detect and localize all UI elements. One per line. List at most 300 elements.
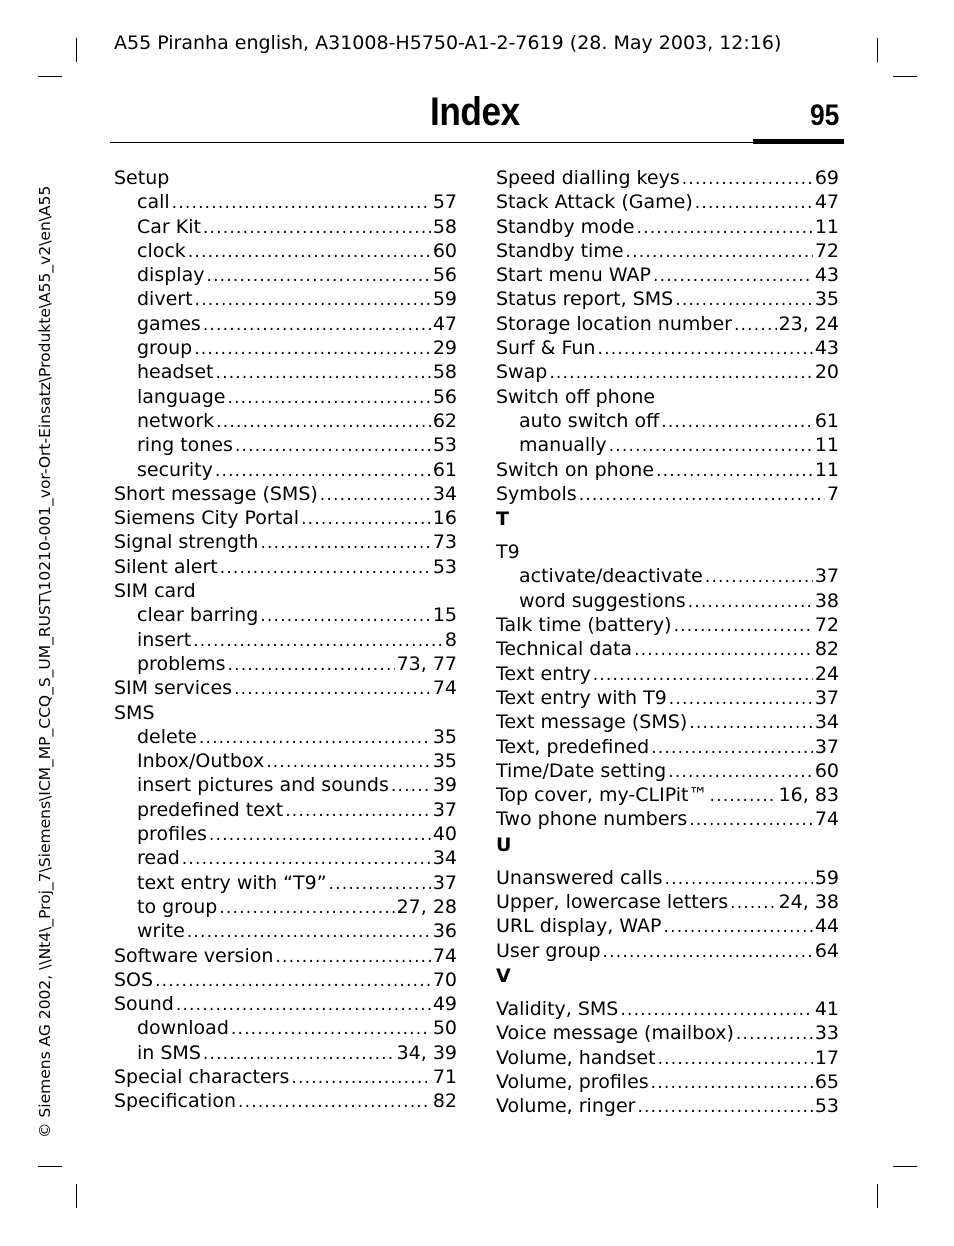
dot-leader <box>227 386 430 409</box>
entry-page-ref: 56 <box>432 264 457 287</box>
entry-label: Storage location number <box>496 312 732 335</box>
index-entry <box>496 336 839 360</box>
entry-page-ref: 74 <box>432 677 457 700</box>
index-entry <box>496 458 839 482</box>
dot-leader <box>636 216 812 239</box>
entry-page-ref: 53 <box>432 434 457 457</box>
index-entry <box>114 992 457 1016</box>
entry-label: Symbols <box>496 482 577 505</box>
entry-page-ref: 50 <box>432 1017 457 1040</box>
index-subentry <box>114 1041 457 1065</box>
entry-label: security <box>137 458 213 481</box>
entry-page-ref: 44 <box>814 915 839 938</box>
dot-leader <box>176 993 431 1016</box>
dot-leader <box>194 337 431 360</box>
entry-label: Sound <box>114 993 174 1016</box>
index-entry <box>496 686 839 710</box>
dot-leader <box>275 945 430 968</box>
entry-label: Specification <box>114 1090 236 1113</box>
entry-label: SOS <box>114 968 154 991</box>
index-entry <box>496 1094 839 1118</box>
entry-page-ref: 56 <box>432 385 457 408</box>
entry-label: headset <box>137 361 214 384</box>
dot-leader <box>203 216 431 239</box>
dot-leader <box>682 167 813 190</box>
entry-page-ref: 34, 39 <box>396 1041 457 1064</box>
entry-label: insert <box>137 628 192 651</box>
entry-page-ref: 60 <box>814 759 839 782</box>
entry-label: Text entry with T9 <box>496 686 667 709</box>
dot-leader <box>329 872 431 895</box>
entry-label: Time/Date setting <box>496 759 667 782</box>
entry-label: Volume, ringer <box>496 1095 636 1118</box>
entry-page-ref: 16, 83 <box>778 784 839 807</box>
dot-leader <box>695 191 813 214</box>
index-group-heading: T9 <box>496 541 520 564</box>
entry-page-ref: 34 <box>814 711 839 734</box>
dot-leader <box>195 288 431 311</box>
dot-leader <box>656 459 813 482</box>
dot-leader <box>155 969 431 992</box>
entry-label: Signal strength <box>114 531 259 554</box>
dot-leader <box>266 750 431 773</box>
dot-leader <box>651 1071 813 1094</box>
dot-leader <box>736 1022 813 1045</box>
entry-label: predefined text <box>137 798 284 821</box>
entry-label: Top cover, my-CLIPit™ <box>496 784 708 807</box>
entry-label: ring tones <box>137 434 233 457</box>
page-title: Index <box>430 90 520 134</box>
dot-leader <box>593 663 813 686</box>
dot-leader <box>689 808 813 831</box>
entry-page-ref: 74 <box>814 808 839 831</box>
dot-leader <box>674 614 813 637</box>
entry-page-ref: 41 <box>814 997 839 1020</box>
index-subentry <box>114 336 457 360</box>
entry-label: text entry with “T9” <box>137 871 327 894</box>
dot-leader <box>182 847 431 870</box>
dot-leader <box>391 774 431 797</box>
dot-leader <box>260 604 431 627</box>
index-entry <box>114 676 457 700</box>
entry-label: Volume, handset <box>496 1046 656 1069</box>
index-entry <box>496 735 839 759</box>
entry-page-ref: 61 <box>432 458 457 481</box>
index-group-heading: SIM card <box>114 580 196 603</box>
entry-label: Unanswered calls <box>496 866 663 889</box>
index-entry <box>114 1089 457 1113</box>
entry-label: download <box>137 1017 229 1040</box>
entry-label: Stack Attack (Game) <box>496 191 693 214</box>
index-subentry <box>114 652 457 676</box>
entry-label: Text, predefined <box>496 735 650 758</box>
index-entry <box>496 759 839 783</box>
entry-page-ref: 62 <box>432 409 457 432</box>
entry-page-ref: 47 <box>814 191 839 214</box>
entry-page-ref: 37 <box>814 735 839 758</box>
index-subentry <box>496 433 839 457</box>
crop-mark <box>893 76 917 77</box>
entry-page-ref: 64 <box>814 939 839 962</box>
entry-label: delete <box>137 725 197 748</box>
entry-label: Volume, profiles <box>496 1070 649 1093</box>
index-entry <box>496 360 839 384</box>
entry-label: read <box>137 847 180 870</box>
index-entry <box>496 1021 839 1045</box>
entry-page-ref: 40 <box>432 823 457 846</box>
dot-leader <box>651 736 813 759</box>
entry-page-ref: 69 <box>814 167 839 189</box>
entry-page-ref: 34 <box>432 847 457 870</box>
entry-page-ref: 73 <box>432 531 457 554</box>
entry-page-ref: 43 <box>814 264 839 287</box>
index-entry <box>496 890 839 914</box>
index-entry <box>496 807 839 831</box>
dot-leader <box>203 1042 395 1065</box>
entry-page-ref: 17 <box>814 1046 839 1069</box>
entry-page-ref: 73, 77 <box>396 652 457 675</box>
crop-mark <box>877 1184 878 1208</box>
index-entry <box>114 1065 457 1089</box>
index-entry <box>496 190 839 214</box>
entry-label: Short message (SMS) <box>114 482 318 505</box>
dot-leader <box>216 410 431 433</box>
entry-page-ref: 8 <box>444 628 457 651</box>
entry-page-ref: 82 <box>814 638 839 661</box>
index-entry <box>496 997 839 1021</box>
entry-label: language <box>137 385 226 408</box>
entry-label: Car Kit <box>137 215 201 238</box>
index-subentry <box>114 190 457 214</box>
dot-leader <box>637 1095 812 1118</box>
entry-label: to group <box>137 895 218 918</box>
entry-label: Inbox/Outbox <box>137 750 265 773</box>
entry-label: User group <box>496 939 601 962</box>
dot-leader <box>730 891 776 914</box>
entry-label: Swap <box>496 361 548 384</box>
index-subentry <box>114 1016 457 1040</box>
entry-page-ref: 47 <box>432 312 457 335</box>
dot-leader <box>260 531 430 554</box>
index-entry <box>496 783 839 807</box>
dot-leader <box>291 1066 430 1089</box>
dot-leader <box>665 867 813 890</box>
index-subentry <box>114 628 457 652</box>
dot-leader <box>187 920 431 943</box>
entry-label: auto switch off <box>519 409 660 432</box>
dot-leader <box>734 313 777 336</box>
entry-page-ref: 24 <box>814 662 839 685</box>
index-subentry <box>114 287 457 311</box>
entry-page-ref: 35 <box>432 725 457 748</box>
entry-page-ref: 27, 28 <box>396 895 457 918</box>
entry-label: Validity, SMS <box>496 997 619 1020</box>
entry-label: Special characters <box>114 1065 290 1088</box>
entry-label: Start menu WAP <box>496 264 651 287</box>
index-entry <box>496 866 839 890</box>
entry-page-ref: 7 <box>826 482 839 505</box>
index-entry <box>114 530 457 554</box>
entry-label: Standby time <box>496 239 624 262</box>
entry-page-ref: 33 <box>814 1022 839 1045</box>
dot-leader <box>603 940 813 963</box>
page-number: 95 <box>810 99 840 132</box>
dot-leader <box>206 264 430 287</box>
dot-leader <box>188 240 431 263</box>
entry-label: Speed dialling keys <box>496 167 680 189</box>
index-subentry <box>496 409 839 433</box>
entry-page-ref: 37 <box>432 871 457 894</box>
entry-page-ref: 72 <box>814 239 839 262</box>
entry-page-ref: 20 <box>814 361 839 384</box>
entry-label: display <box>137 264 205 287</box>
index-entry <box>496 312 839 336</box>
index-subentry <box>114 798 457 822</box>
dot-leader <box>620 998 812 1021</box>
dot-leader <box>705 565 813 588</box>
index-entry <box>496 287 839 311</box>
entry-page-ref: 37 <box>432 798 457 821</box>
entry-label: Silent alert <box>114 555 218 578</box>
entry-label: Surf & Fun <box>496 337 596 360</box>
dot-leader <box>658 1047 813 1070</box>
index-entry <box>496 637 839 661</box>
dot-leader <box>215 361 430 384</box>
dot-leader <box>203 313 431 336</box>
entry-label: activate/deactivate <box>519 565 703 588</box>
index-subentry <box>114 409 457 433</box>
dot-leader <box>675 288 813 311</box>
entry-label: Switch on phone <box>496 458 655 481</box>
entry-label: write <box>137 920 185 943</box>
entry-page-ref: 74 <box>432 944 457 967</box>
index-group-heading: Setup <box>114 167 170 189</box>
dot-leader <box>549 361 813 384</box>
index-subentry <box>114 822 457 846</box>
index-letter-heading: T <box>496 508 509 531</box>
entry-label: Text entry <box>496 662 591 685</box>
dot-leader <box>235 434 431 457</box>
index-subentry <box>114 215 457 239</box>
index-entry <box>496 1070 839 1094</box>
index-column-left <box>114 166 457 1114</box>
crop-mark <box>877 38 878 62</box>
index-letter-heading: V <box>496 964 511 987</box>
index-subentry <box>114 773 457 797</box>
entry-label: Talk time (battery) <box>496 614 672 637</box>
entry-label: URL display, WAP <box>496 915 662 938</box>
index-subentry <box>114 846 457 870</box>
index-subentry <box>496 589 839 613</box>
entry-page-ref: 53 <box>814 1095 839 1118</box>
entry-page-ref: 35 <box>814 288 839 311</box>
entry-page-ref: 43 <box>814 337 839 360</box>
index-subentry <box>114 458 457 482</box>
entry-label: word suggestions <box>519 589 686 612</box>
index-entry <box>496 239 839 263</box>
index-entry <box>496 215 839 239</box>
dot-leader <box>215 459 431 482</box>
entry-label: profiles <box>137 823 207 846</box>
entry-page-ref: 11 <box>814 215 839 238</box>
entry-page-ref: 58 <box>432 361 457 384</box>
index-subentry <box>114 433 457 457</box>
index-group-heading: Switch off phone <box>496 385 656 408</box>
index-subentry <box>114 263 457 287</box>
entry-page-ref: 59 <box>814 866 839 889</box>
index-subentry <box>114 749 457 773</box>
dot-leader <box>301 507 431 530</box>
entry-page-ref: 61 <box>814 409 839 432</box>
entry-label: divert <box>137 288 193 311</box>
index-entry <box>496 1046 839 1070</box>
dot-leader <box>626 240 813 263</box>
entry-label: Status report, SMS <box>496 288 674 311</box>
dot-leader <box>689 711 813 734</box>
entry-label: games <box>137 312 201 335</box>
dot-leader <box>193 629 443 652</box>
dot-leader <box>579 483 825 506</box>
dot-leader <box>320 483 431 506</box>
entry-page-ref: 82 <box>432 1090 457 1113</box>
index-entry <box>496 914 839 938</box>
index-subentry <box>114 239 457 263</box>
entry-label: Voice message (mailbox) <box>496 1022 734 1045</box>
page-number-bar <box>753 139 844 144</box>
entry-page-ref: 11 <box>814 458 839 481</box>
crop-mark <box>76 1184 77 1208</box>
index-entry <box>114 506 457 530</box>
dot-leader <box>669 687 813 710</box>
entry-page-ref: 16 <box>432 507 457 530</box>
dot-leader <box>234 677 431 700</box>
entry-page-ref: 57 <box>432 191 457 214</box>
entry-label: in SMS <box>137 1041 201 1064</box>
dot-leader <box>653 264 813 287</box>
index-entry <box>496 662 839 686</box>
dot-leader <box>668 760 813 783</box>
entry-label: Two phone numbers <box>496 808 688 831</box>
entry-page-ref: 70 <box>432 968 457 991</box>
dot-leader <box>661 410 813 433</box>
dot-leader <box>238 1090 431 1113</box>
crop-mark <box>38 76 62 77</box>
entry-label: Software version <box>114 944 274 967</box>
index-column-right <box>496 166 839 1118</box>
dot-leader <box>634 638 813 661</box>
entry-label: SIM services <box>114 677 233 700</box>
entry-label: call <box>137 191 170 214</box>
entry-label: insert pictures and sounds <box>137 774 389 797</box>
entry-page-ref: 15 <box>432 604 457 627</box>
index-entry <box>114 555 457 579</box>
entry-label: problems <box>137 652 226 675</box>
index-subentry <box>114 919 457 943</box>
entry-page-ref: 38 <box>814 589 839 612</box>
entry-label: Upper, lowercase letters <box>496 891 729 914</box>
entry-page-ref: 35 <box>432 750 457 773</box>
index-subentry <box>496 564 839 588</box>
entry-label: clear barring <box>137 604 259 627</box>
entry-label: manually <box>519 434 607 457</box>
index-subentry <box>114 895 457 919</box>
entry-page-ref: 37 <box>814 565 839 588</box>
entry-page-ref: 11 <box>814 434 839 457</box>
dot-leader <box>688 590 813 613</box>
entry-page-ref: 49 <box>432 993 457 1016</box>
entry-page-ref: 36 <box>432 920 457 943</box>
dot-leader <box>228 653 395 676</box>
crop-mark <box>38 1166 62 1167</box>
dot-leader <box>209 823 431 846</box>
entry-page-ref: 58 <box>432 215 457 238</box>
title-rule <box>110 142 843 143</box>
index-subentry <box>114 725 457 749</box>
index-entry <box>496 613 839 637</box>
dot-leader <box>220 556 431 579</box>
index-entry <box>496 710 839 734</box>
index-entry <box>114 944 457 968</box>
entry-page-ref: 24, 38 <box>778 891 839 914</box>
dot-leader <box>663 915 812 938</box>
index-subentry <box>114 385 457 409</box>
entry-label: clock <box>137 239 186 262</box>
index-letter-heading: U <box>496 833 512 856</box>
index-subentry <box>114 603 457 627</box>
entry-page-ref: 29 <box>432 337 457 360</box>
entry-label: network <box>137 409 215 432</box>
entry-label: Technical data <box>496 638 633 661</box>
entry-page-ref: 72 <box>814 614 839 637</box>
entry-label: group <box>137 337 193 360</box>
index-entry <box>496 939 839 963</box>
document-header: A55 Piranha english, A31008-H5750-A1-2-7619 (28. May 2003, 12:16) <box>114 32 782 54</box>
index-entry <box>496 482 839 506</box>
dot-leader <box>597 337 812 360</box>
dot-leader <box>199 726 431 749</box>
crop-mark <box>76 38 77 62</box>
index-entry <box>496 166 839 190</box>
entry-page-ref: 34 <box>432 482 457 505</box>
entry-page-ref: 53 <box>432 555 457 578</box>
crop-mark <box>893 1166 917 1167</box>
sidebar-file-path: © Siemens AG 2002, \\Nt4\_Proj_7\Siemens\ICM_MP_CCQ_S_UM_RUST\10210-001_vor-Ort-Einsatz\Produkte\A55_v2\en\A55 <box>36 185 54 1138</box>
entry-page-ref: 39 <box>432 774 457 797</box>
dot-leader <box>609 434 813 457</box>
entry-page-ref: 71 <box>432 1065 457 1088</box>
index-entry <box>114 482 457 506</box>
entry-page-ref: 37 <box>814 686 839 709</box>
index-subentry <box>114 360 457 384</box>
dot-leader <box>710 784 777 807</box>
dot-leader <box>285 799 431 822</box>
index-entry <box>496 263 839 287</box>
dot-leader <box>172 191 431 214</box>
entry-page-ref: 59 <box>432 288 457 311</box>
index-subentry <box>114 312 457 336</box>
entry-page-ref: 60 <box>432 239 457 262</box>
index-group-heading: SMS <box>114 701 155 724</box>
index-subentry <box>114 871 457 895</box>
entry-label: Standby mode <box>496 215 635 238</box>
entry-page-ref: 23, 24 <box>778 312 839 335</box>
dot-leader <box>219 896 394 919</box>
entry-page-ref: 65 <box>814 1070 839 1093</box>
dot-leader <box>231 1017 431 1040</box>
entry-label: Siemens City Portal <box>114 507 300 530</box>
index-entry <box>114 968 457 992</box>
entry-label: Text message (SMS) <box>496 711 688 734</box>
